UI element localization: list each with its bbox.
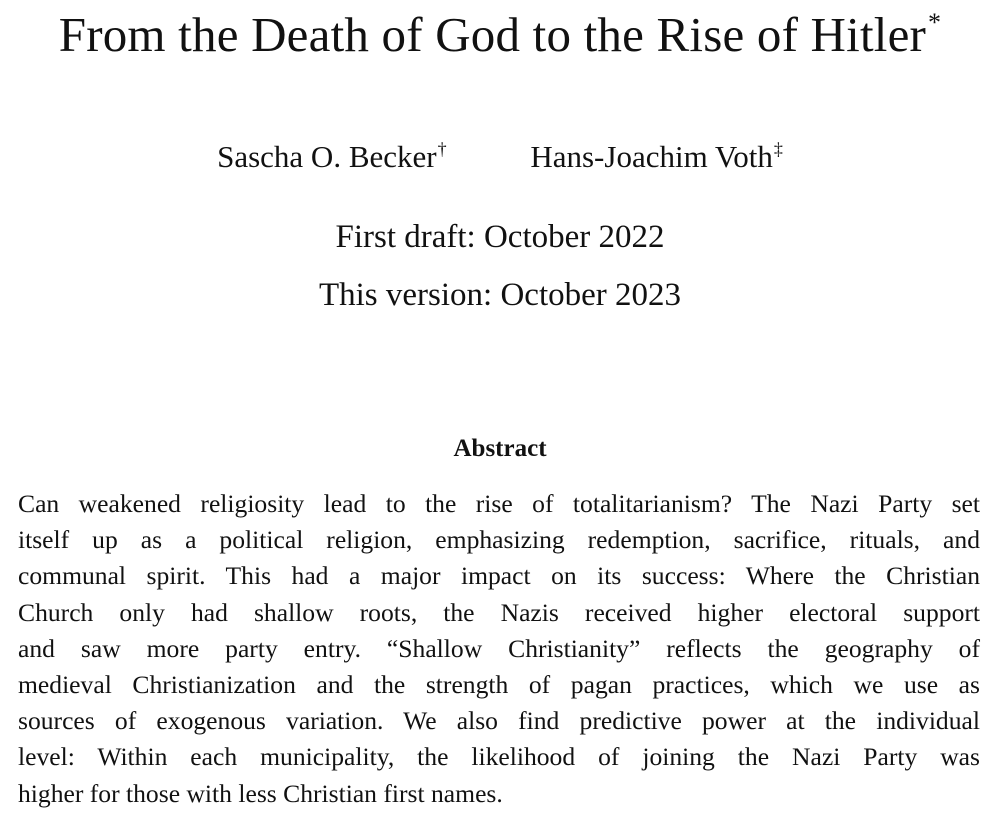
title-footnote-mark: * <box>928 8 942 37</box>
abstract-line: level: Within each municipality, the likelihood of joining the Nazi Party was <box>18 742 980 772</box>
author-list <box>0 138 1000 175</box>
abstract-line: and saw more party entry. “Shallow Christianity” reflects the geography of <box>18 633 980 663</box>
abstract-line: itself up as a political religion, emphasizing redemption, sacrifice, rituals, and <box>18 525 980 555</box>
author-becker <box>217 138 447 175</box>
author-footnote-mark: † <box>437 139 447 159</box>
author-voth <box>530 138 783 175</box>
abstract-line: higher for those with less Christian first names. <box>18 778 503 808</box>
abstract-line: sources of exogenous variation. We also find predictive power at the individual <box>18 706 980 736</box>
this-version-date: This version: October 2023 <box>318 277 682 313</box>
first-draft-date: First draft: October 2022 <box>335 219 665 255</box>
abstract-line: medieval Christianization and the strength of pagan practices, which we use as <box>18 670 980 700</box>
abstract-body <box>18 486 980 812</box>
abstract-line: Can weakened religiosity lead to the rise of totalitarianism? The Nazi Party set <box>18 489 980 518</box>
author-name: Sascha O. Becker <box>217 139 437 174</box>
abstract-heading: Abstract <box>453 435 547 462</box>
author-name: Hans-Joachim Voth <box>530 139 773 174</box>
abstract-line: communal spirit. This had a major impact on its success: Where the Christian <box>18 561 980 591</box>
abstract-line: Church only had shallow roots, the Nazis received higher electoral support <box>18 597 980 627</box>
paper-title-text: From the Death of God to the Rise of Hitler <box>58 7 927 62</box>
author-footnote-mark: ‡ <box>773 139 783 159</box>
paper-title <box>0 8 1000 62</box>
